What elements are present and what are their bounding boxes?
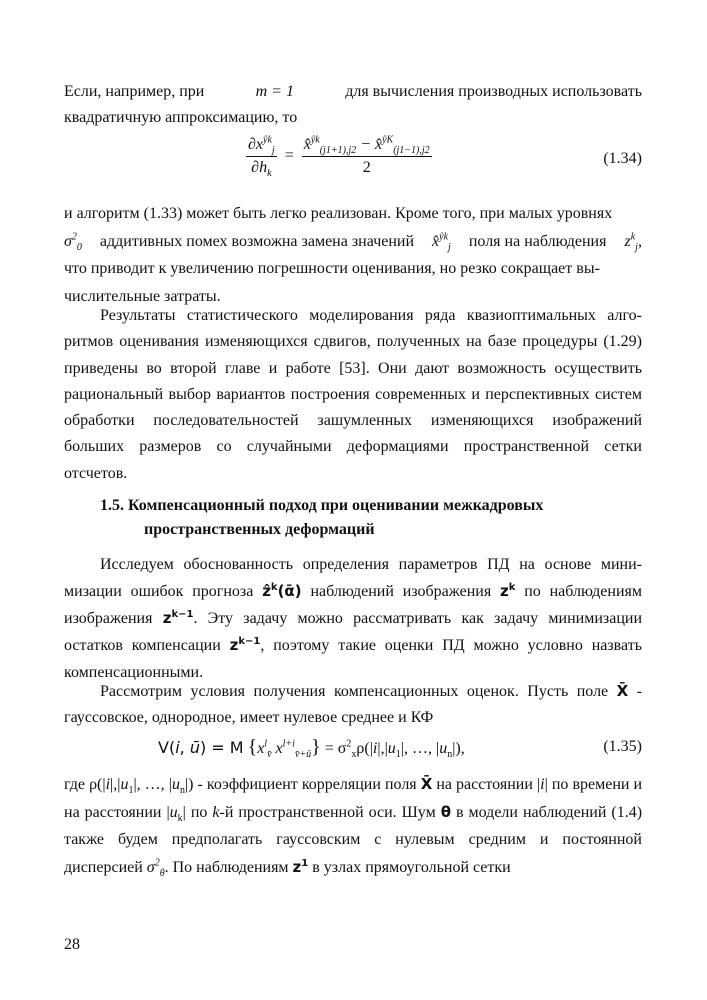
paragraph-intro — [64, 79, 642, 132]
section-heading-line1: 1.5. Компенсационный подход при оценивании межкадровых — [100, 497, 544, 514]
equation-1-35 — [64, 734, 642, 768]
intro-line2: квадратичную аппроксимацию, то — [64, 109, 298, 127]
equation-1-35-number: (1.35) — [603, 738, 642, 755]
equation-1-34-formula: $\frac{\partial x^{ŷk}_j}{\partial h_k}$ = $\frac{x̂^{ŷk}_{(j1+1),j2} - x̂^{ŷK}_{(j1-1),j2}}{2}$ — [248, 134, 430, 180]
paragraph-consider: Рассмотрим условия получения компенсационных оценок. Пусть поле X̄ - гауссовское, однородное, имеет нулевое среднее и КФ — [64, 682, 643, 727]
section-heading-line2: пространственных деформаций — [144, 521, 375, 538]
equation-1-35-formula: V(i, ū) = M {$x^l_{v̄}$ $x^{l+i}_{v̄+ū}\} = \sigma^2_x\rho(|i|,|u_1|$, …, $|u_n|$), — [158, 736, 465, 761]
paragraph-results: Результаты статистического моделирования ряда квазиоптимальных алгоритмов оценивания изменяющихся сдвигов, полученных на базе процедуры (1.29) приведены во второй главе и работе [53]. Они дают возможность осуществить рациональный выбор вариантов построения современных и перспективных систем обработки последовательностей зашумленных изменяющихся изображений больших размеров со случайными деформациями пространственной сетки отсчетов. — [64, 307, 642, 482]
page-number: 28 — [64, 936, 80, 953]
equation-1-34 — [64, 136, 642, 196]
paragraph-where: где $\rho(|i|,|u_1|$, …, $|u_n|$) - коэффициент корреляции поля X̄ на расстоянии |i| по времени и на расстоянии $|u_k|$ по k-й пространственной оси. Шум θ в модели наблюдений (1.4) также будем предполагать гауссовским с нулевым средним и постоянной дисперсией $\sigma^2_\theta$. По наблюдениям $z^1$ в узлах прямоугольной сетки — [64, 775, 643, 879]
paragraph-after-1-34: и алгоритм (1.33) может быть легко реализован. Кроме того, при малых уровнях $\sigma^2_0$ аддитивных помех возможна замена значений x̂$^{ŷk}_j$ поля на наблюдения $z^k_j$, что приводит к увеличению погрешности оценивания, но резко сокращает вы- числительные затраты. — [64, 205, 642, 305]
intro-m-equation: m = 1 — [255, 83, 294, 100]
equation-1-34-number: (1.34) — [603, 150, 642, 167]
intro-lead: Если, например, при — [64, 83, 205, 100]
section-heading-1-5 — [100, 494, 620, 542]
intro-tail: для вычисления производных использовать — [345, 83, 642, 100]
paragraph-investigate: Исследуем обоснованность определения параметров ПД на основе минимизации ошибок прогноза ẑ$^k$(ᾱ) наблюдений изображения $z^k$ по наблюдениям изображения $z^{k-1}$. Эту задачу можно рассматривать как задачу минимизации остатков компенсации $z^{k-1}$, поэтому такие оценки ПД можно условно назвать компенсационными. — [64, 556, 643, 681]
